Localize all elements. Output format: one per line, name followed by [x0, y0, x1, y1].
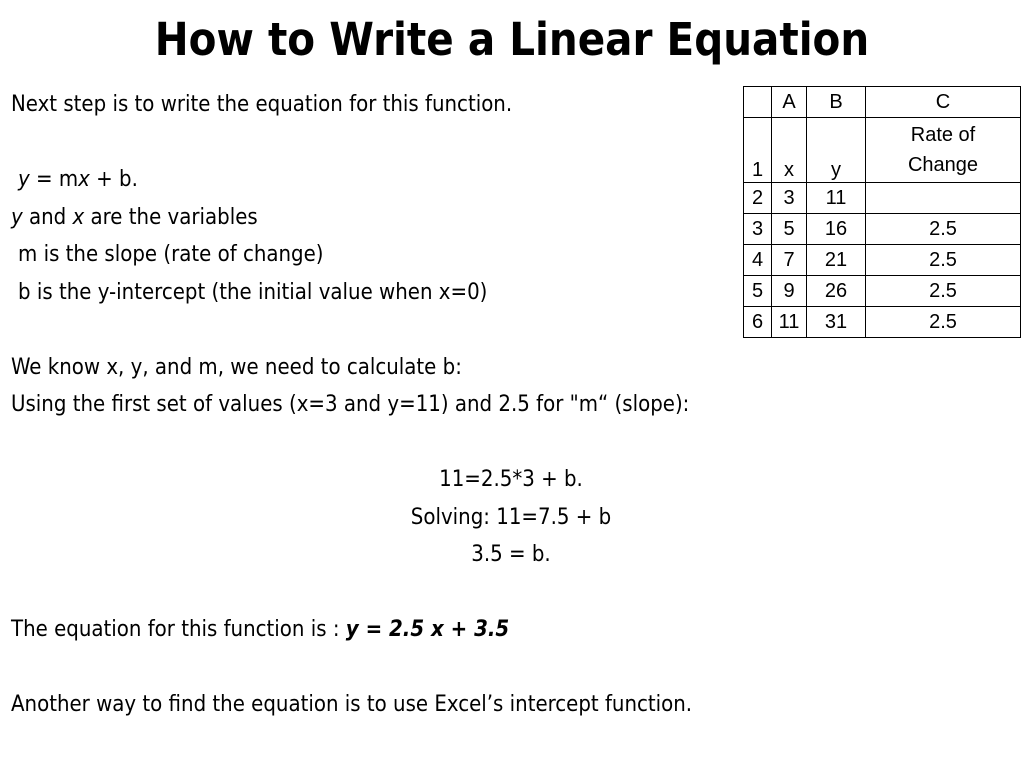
row-number: 5 [744, 276, 772, 307]
equation-equals-m: = m [29, 167, 79, 192]
rate-cell [866, 183, 1021, 214]
y-cell: 21 [807, 245, 866, 276]
y-header-cell: y [807, 118, 866, 183]
rate-cell: 2.5 [866, 307, 1021, 338]
using-line: Using the first set of values (x=3 and y=11) and 2.5 for "m“ (slope): [11, 392, 690, 417]
rate-header-cell [866, 118, 1021, 183]
rate-cell: 2.5 [866, 214, 1021, 245]
equation-y: y [18, 167, 30, 192]
x-header-cell: x [772, 118, 807, 183]
blank-line [11, 424, 1011, 462]
row-number: 1 [744, 118, 772, 183]
row-number: 6 [744, 307, 772, 338]
variables-x: x [72, 204, 85, 230]
variables-and: and [22, 204, 73, 230]
calc-step-3: 3.5 = b. [471, 542, 551, 567]
know-line: We know x, y, and m, we need to calculate b: [11, 354, 462, 380]
x-cell: 3 [772, 183, 807, 214]
x-cell: 11 [772, 307, 807, 338]
result-equation: y = 2.5 x + 3.5 [345, 617, 510, 642]
col-header-b: B [807, 87, 866, 118]
y-cell: 16 [807, 214, 866, 245]
table-row [744, 214, 1021, 245]
x-cell: 5 [772, 214, 807, 245]
blank-line [11, 649, 1011, 687]
x-cell: 9 [772, 276, 807, 307]
y-cell: 31 [807, 307, 866, 338]
equation-plus-b: + b. [89, 167, 138, 192]
result-line [11, 611, 1011, 649]
intro-line: Next step is to write the equation for this function. [11, 92, 513, 117]
column-header-row [744, 87, 1021, 118]
table-row [744, 307, 1021, 338]
slope-text: m is the slope (rate of change) [18, 242, 324, 267]
y-cell: 11 [807, 183, 866, 214]
rate-header-line-1: Rate of [910, 124, 976, 146]
col-header-c: C [866, 87, 1021, 118]
blank-line [11, 574, 1011, 612]
table-row [744, 245, 1021, 276]
rate-header-line-2: Change [907, 154, 979, 176]
intercept-text: b is the y-intercept (the initial value when x=0) [18, 279, 488, 305]
table-row [744, 183, 1021, 214]
y-cell: 26 [807, 276, 866, 307]
spreadsheet-table [743, 86, 1021, 338]
variables-y: y [11, 204, 23, 230]
calc-step-2: Solving: 11=7.5 + b [410, 504, 612, 530]
row-number: 4 [744, 245, 772, 276]
row-number: 3 [744, 214, 772, 245]
calc-step-1: 11=2.5*3 + b. [439, 467, 583, 492]
x-cell: 7 [772, 245, 807, 276]
table-row [744, 276, 1021, 307]
closing-line: Another way to find the equation is to use Excel’s intercept function. [11, 692, 693, 717]
result-prefix: The equation for this function is : [11, 617, 346, 642]
col-header-a: A [772, 87, 807, 118]
rate-cell: 2.5 [866, 276, 1021, 307]
table-row [744, 118, 1021, 183]
equation-x: x [78, 167, 90, 192]
rate-cell: 2.5 [866, 245, 1021, 276]
row-number: 2 [744, 183, 772, 214]
variables-rest: are the variables [84, 204, 258, 230]
slide-title: How to Write a Linear Equation [154, 13, 870, 66]
corner-cell [744, 87, 772, 118]
